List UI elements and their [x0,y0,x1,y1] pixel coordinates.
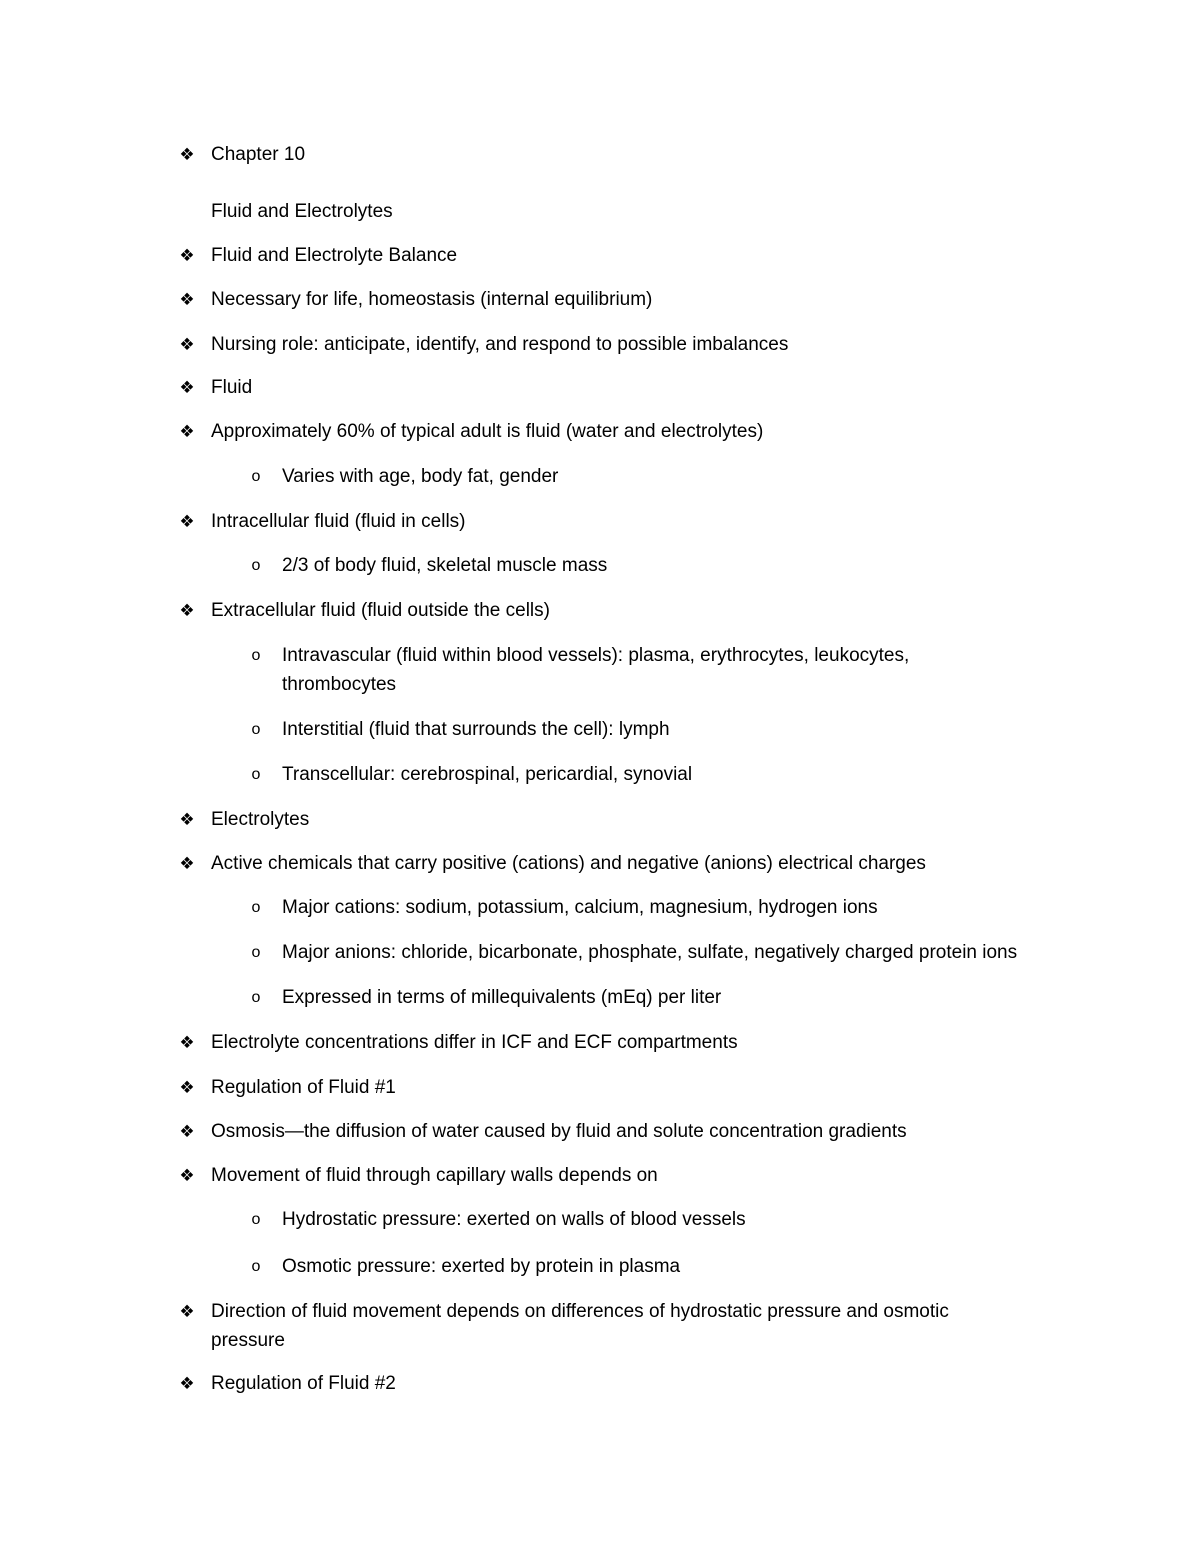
list-item-text: Electrolytes [211,809,310,830]
list-item-text: Hydrostatic pressure: exerted on walls of blood vessels [282,1209,746,1230]
circle-bullet-icon: o [251,468,261,485]
diamond-bullet-icon: ❖ [179,810,195,829]
circle-bullet-icon: o [251,1258,261,1275]
list-item-text: Transcellular: cerebrospinal, pericardial, synovial [282,764,693,785]
diamond-bullet-icon: ❖ [179,1374,195,1393]
list-item-text: Major cations: sodium, potassium, calcium, magnesium, hydrogen ions [282,897,878,918]
list-item-text: Nursing role: anticipate, identify, and respond to possible imbalances [211,334,789,355]
list-item-text: Interstitial (fluid that surrounds the cell): lymph [282,719,670,740]
circle-bullet-icon: o [251,647,261,664]
list-item-text: Osmotic pressure: exerted by protein in plasma [282,1256,681,1277]
list-item-text: Regulation of Fluid #2 [211,1373,396,1394]
circle-bullet-icon: o [251,1211,261,1228]
diamond-bullet-icon: ❖ [179,246,195,265]
diamond-bullet-icon: ❖ [179,1122,195,1141]
list-item-text: Fluid and Electrolytes [211,201,393,222]
circle-bullet-icon: o [251,557,261,574]
diamond-bullet-icon: ❖ [179,145,195,164]
list-item-text: Fluid and Electrolyte Balance [211,245,458,266]
diamond-bullet-icon: ❖ [179,335,195,354]
list-item-text: Osmosis—the diffusion of water caused by fluid and solute concentration gradients [211,1121,907,1142]
list-item-text: Direction of fluid movement depends on differences of hydrostatic pressure and osmotic [211,1301,949,1322]
list-item-text: Movement of fluid through capillary walls depends on [211,1165,658,1186]
list-item-text: Extracellular fluid (fluid outside the cells) [211,600,550,621]
circle-bullet-icon: o [251,944,261,961]
list-item-text: Active chemicals that carry positive (cations) and negative (anions) electrical charges [211,853,926,874]
list-item-text: Chapter 10 [211,144,306,165]
list-item-text: Approximately 60% of typical adult is fluid (water and electrolytes) [211,421,764,442]
list-item-text: Varies with age, body fat, gender [282,466,559,487]
diamond-bullet-icon: ❖ [179,512,195,531]
diamond-bullet-icon: ❖ [179,422,195,441]
list-item-text: Intravascular (fluid within blood vessels): plasma, erythrocytes, leukocytes, [282,645,910,666]
list-item-text: Major anions: chloride, bicarbonate, phosphate, sulfate, negatively charged protein ions [282,942,1018,963]
list-item-text: Expressed in terms of millequivalents (mEq) per liter [282,987,722,1008]
circle-bullet-icon: o [251,721,261,738]
list-item-text: Electrolyte concentrations differ in ICF and ECF compartments [211,1032,738,1053]
list-item-text-continuation: pressure [211,1330,285,1351]
circle-bullet-icon: o [251,766,261,783]
diamond-bullet-icon: ❖ [179,290,195,309]
list-item-text: Intracellular fluid (fluid in cells) [211,511,466,532]
list-item-text-continuation: thrombocytes [282,674,397,695]
circle-bullet-icon: o [251,899,261,916]
diamond-bullet-icon: ❖ [179,378,195,397]
diamond-bullet-icon: ❖ [179,601,195,620]
list-item-text: 2/3 of body fluid, skeletal muscle mass [282,555,608,576]
diamond-bullet-icon: ❖ [179,854,195,873]
diamond-bullet-icon: ❖ [179,1302,195,1321]
list-item-text: Necessary for life, homeostasis (internal equilibrium) [211,289,653,310]
diamond-bullet-icon: ❖ [179,1033,195,1052]
list-item-text: Fluid [211,377,253,398]
circle-bullet-icon: o [251,989,261,1006]
diamond-bullet-icon: ❖ [179,1166,195,1185]
diamond-bullet-icon: ❖ [179,1078,195,1097]
list-item-text: Regulation of Fluid #1 [211,1077,396,1098]
